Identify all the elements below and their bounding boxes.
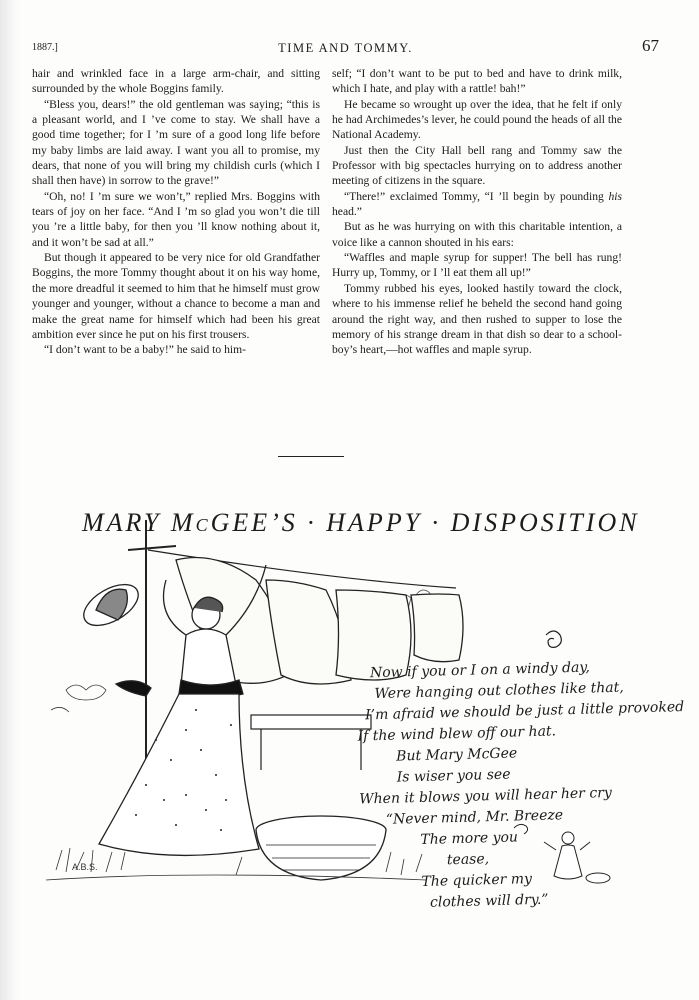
- poem-line: clothes will dry.”: [429, 891, 549, 911]
- poem-line: I’m afraid we should be just a little provoked: [364, 699, 685, 724]
- poem: [352, 656, 685, 915]
- binding-shadow: [0, 0, 22, 1000]
- left-text-column: [32, 66, 320, 358]
- section-divider: [278, 456, 344, 457]
- poem-line: “Never mind, Mr. Breeze: [385, 807, 564, 828]
- blowing-hat: [77, 576, 145, 634]
- running-header: [32, 36, 659, 60]
- right-column-paragraph: self; “I don’t want to be put to bed and have to drink milk, which I hate, and play with a rattle! bah!”: [332, 67, 622, 96]
- left-column-paragraph: “Bless you, dears!” the old gentleman was saying; “this is a pleasant world, and I ’ve come to stay. We shall have a good time together; for I ’m sure of a good long life before my baby limbs are laid away. I want you all to promise, my dears, that none of you will bring my childish curls (which I shall then have) in sorrow to the grave!”: [32, 97, 320, 188]
- poem-line: Now if you or I on a windy day,: [369, 659, 591, 682]
- right-text-column: [332, 66, 622, 358]
- poem-line: But Mary McGee: [395, 745, 518, 765]
- poem-line: Is wiser you see: [396, 766, 511, 786]
- poem-line: Were hanging out clothes like that,: [374, 679, 624, 703]
- right-column-paragraph: Just then the City Hall bell rang and Tommy saw the Professor with big spectacles hurrying on to address another meeting of citizens in the square.: [332, 143, 622, 188]
- poem-line: The quicker my: [421, 871, 533, 890]
- poem-line: The more you: [420, 829, 519, 848]
- left-column-paragraph: hair and wrinkled face in a large arm-chair, and sitting surrounded by the whole Boggins family.: [32, 67, 320, 96]
- page-number: 67: [642, 36, 659, 55]
- left-column-paragraph: But though it appeared to be very nice for old Grandfather Boggins, the more Tommy thought about it on his way home, the more dreadful it seemed to him that he himself must grow younger and younger, without a chance to become a man and make the great name for himself which had been his great ambition ever since he put on his first trousers.: [32, 251, 320, 341]
- right-column-paragraph: But as he was hurrying on with this charitable intention, a voice like a cannon shouted in his ears:: [332, 220, 622, 249]
- header-title: TIME AND TOMMY.: [278, 41, 413, 55]
- right-column-paragraph: Tommy rubbed his eyes, looked hastily toward the clock, where to his immense relief he beheld the second hand going around the right way, and then rushed to supper to lose the memory of his strange dream in that dish so dear to a school-boy’s heart,—hot waffles and maple syrup.: [332, 281, 622, 357]
- left-column-paragraph: “I don’t want to be a baby!” he said to him-: [44, 343, 246, 357]
- artist-initials: A.B.S.: [72, 862, 98, 872]
- right-column-paragraph: “There!” exclaimed Tommy, “I ’ll begin by pounding his head.”: [332, 189, 622, 219]
- poem-line: tease,: [446, 851, 490, 869]
- right-column-paragraph: He became so wrought up over the idea, that he felt if only he had Archimedes’s lever, he could pound the heads of all the National Academy.: [332, 97, 622, 142]
- illustration-title: MARY McGEE’S · HAPPY · DISPOSITION: [82, 508, 640, 537]
- poem-line: When it blows you will hear her cry: [359, 784, 612, 808]
- left-column-paragraph: “Oh, no! I ’m sure we won’t,” replied Mrs. Boggins with tears of joy on her face. “And I ’m so glad you won’t die till you ’re a little baby, for then you ’ll know nothing about it, and it won’t be sad at all.”: [32, 189, 320, 249]
- poem-line: If the wind blew off our hat.: [357, 723, 557, 745]
- wind-spiral: [546, 631, 561, 647]
- right-column-paragraph: “Waffles and maple syrup for supper! The bell has rung! Hurry up, Tommy, or I ’ll eat them all up!”: [332, 251, 622, 280]
- header-year: 1887.]: [32, 42, 58, 53]
